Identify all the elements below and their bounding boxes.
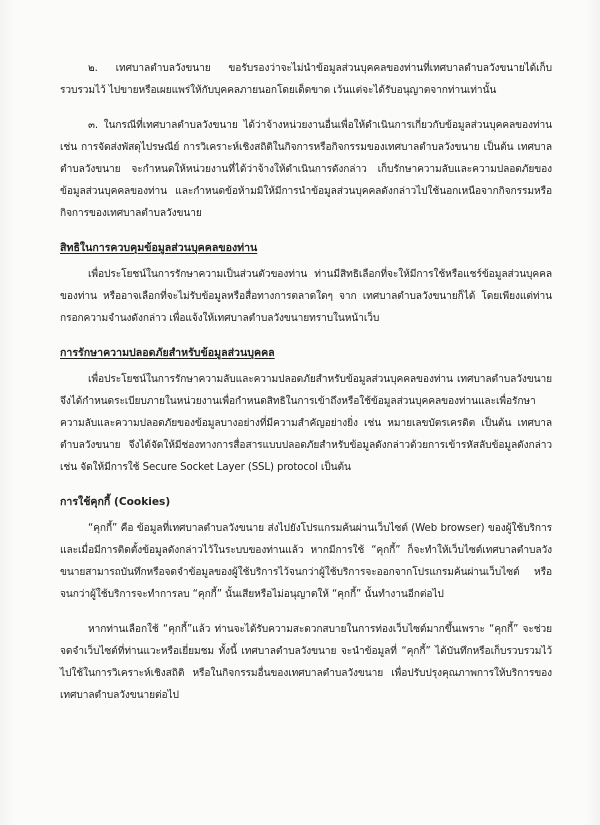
- paragraph-data-control-rights: เพื่อประโยชน์ในการรักษาความเป็นส่วนตัวของท่าน ท่านมีสิทธิเลือกที่จะให้มีการใช้หรือแชร์ข้อมูลส่วนบุคคลของท่าน หรืออาจเลือกที่จะไม่รับข้อมูลหรือสื่อทางการตลาดใดๆ จาก เทศบาลตำบลวังขนายก็ได้ โดยเพียงแต่ท่านกรอกความจำนงดังกล่าว เพื่อแจ้งให้เทศบาลตำบลวังขนายทราบในหน้าเว็บ: [60, 269, 552, 324]
- heading-cookies: การใช้คุกกี้ (Cookies): [60, 496, 171, 508]
- paragraph-item-3: ๓. ในกรณีที่เทศบาลตำบลวังขนาย ได้ว่าจ้างหน่วยงานอื่นเพื่อให้ดำเนินการเกี่ยวกับข้อมูลส่วนบุคคลของท่าน เช่น การจัดส่งพัสดุไปรษณีย์ การวิเคราะห์เชิงสถิติในกิจการหรือกิจกรรมของเทศบาลตำบลวังขนาย เป็นต้น เทศบาลตำบลวังขนาย จะกำหนดให้หน่วยงานที่ได้ว่าจ้างให้ดำเนินการดังกล่าว เก็บรักษาความลับและความปลอดภัยของข้อมูลส่วนบุคคลของท่าน และกำหนดข้อห้ามมิให้มีการนำข้อมูลส่วนบุคคลดังกล่าวไปใช้นอกเหนือจากกิจกรรมหรือกิจการของเทศบาลตำบลวังขนาย: [60, 120, 552, 219]
- heading-data-control-rights: สิทธิในการควบคุมข้อมูลส่วนบุคคลของท่าน: [60, 242, 258, 254]
- paragraph-data-security: เพื่อประโยชน์ในการรักษาความลับและความปลอดภัยสำหรับข้อมูลส่วนบุคคลของท่าน เทศบาลตำบลวังขนาย จึงได้กำหนดระเบียบภายในหน่วยงานเพื่อกำหนดสิทธิในการเข้าถึงหรือใช้ข้อมูลส่วนบุคคลของท่านและเพื่อรักษาความลับและความปลอดภัยของข้อมูลบางอย่างที่มีความสำคัญอย่างยิ่ง เช่น หมายเลขบัตรเครดิต เป็นต้น เทศบาลตำบลวังขนาย จึงได้จัดให้มีช่องทางการสื่อสารแบบปลอดภัยสำหรับข้อมูลดังกล่าวด้วยการเข้ารหัสลับข้อมูลดังกล่าว เช่น จัดให้มีการใช้ Secure Socket Layer (SSL) protocol เป็นต้น: [60, 374, 552, 473]
- paragraph-item-2: ๒. เทศบาลตำบลวังขนาย ขอรับรองว่าจะไม่นำข้อมูลส่วนบุคคลของท่านที่เทศบาลตำบลวังขนายได้เก็บรวบรวมไว้ ไปขายหรือเผยแพร่ให้กับบุคคลภายนอกโดยเด็ดขาด เว้นแต่จะได้รับอนุญาตจากท่านเท่านั้น: [60, 63, 552, 96]
- paragraph-cookies-definition: “คุกกี้” คือ ข้อมูลที่เทศบาลตำบลวังขนาย ส่งไปยังโปรแกรมค้นผ่านเว็บไซต์ (Web browser) ของผู้ใช้บริการ และเมื่อมีการติดตั้งข้อมูลดังกล่าวไว้ในระบบของท่านแล้ว หากมีการใช้ “คุกกี้” ก็จะทำให้เว็บไซต์เทศบาลตำบลวังขนายสามารถบันทึกหรือจดจำข้อมูลของผู้ใช้บริการไว้จนกว่าผู้ใช้บริการจะออกจากโปรแกรมค้นผ่านเว็บไซต์ หรือจนกว่าผู้ใช้บริการจะทำการลบ “คุกกี้” นั้นเสียหรือไม่อนุญาตให้ “คุกกี้” นั้นทำงานอีกต่อไป: [60, 523, 552, 600]
- paragraph-cookies-usage: หากท่านเลือกใช้ “คุกกี้”แล้ว ท่านจะได้รับความสะดวกสบายในการท่องเว็บไซต์มากขึ้นเพราะ “คุกกี้” จะช่วยจดจำเว็บไซต์ที่ท่านแวะหรือเยี่ยมชม ทั้งนี้ เทศบาลตำบลวังขนาย จะนำข้อมูลที่ “คุกกี้” ได้บันทึกหรือเก็บรวบรวมไว้ไปใช้ในการวิเคราะห์เชิงสถิติ หรือในกิจกรรมอื่นของเทศบาลตำบลวังขนาย เพื่อปรับปรุงคุณภาพการให้บริการของเทศบาลตำบลวังขนายต่อไป: [60, 624, 552, 701]
- heading-data-security: การรักษาความปลอดภัยสำหรับข้อมูลส่วนบุคคล: [60, 347, 275, 359]
